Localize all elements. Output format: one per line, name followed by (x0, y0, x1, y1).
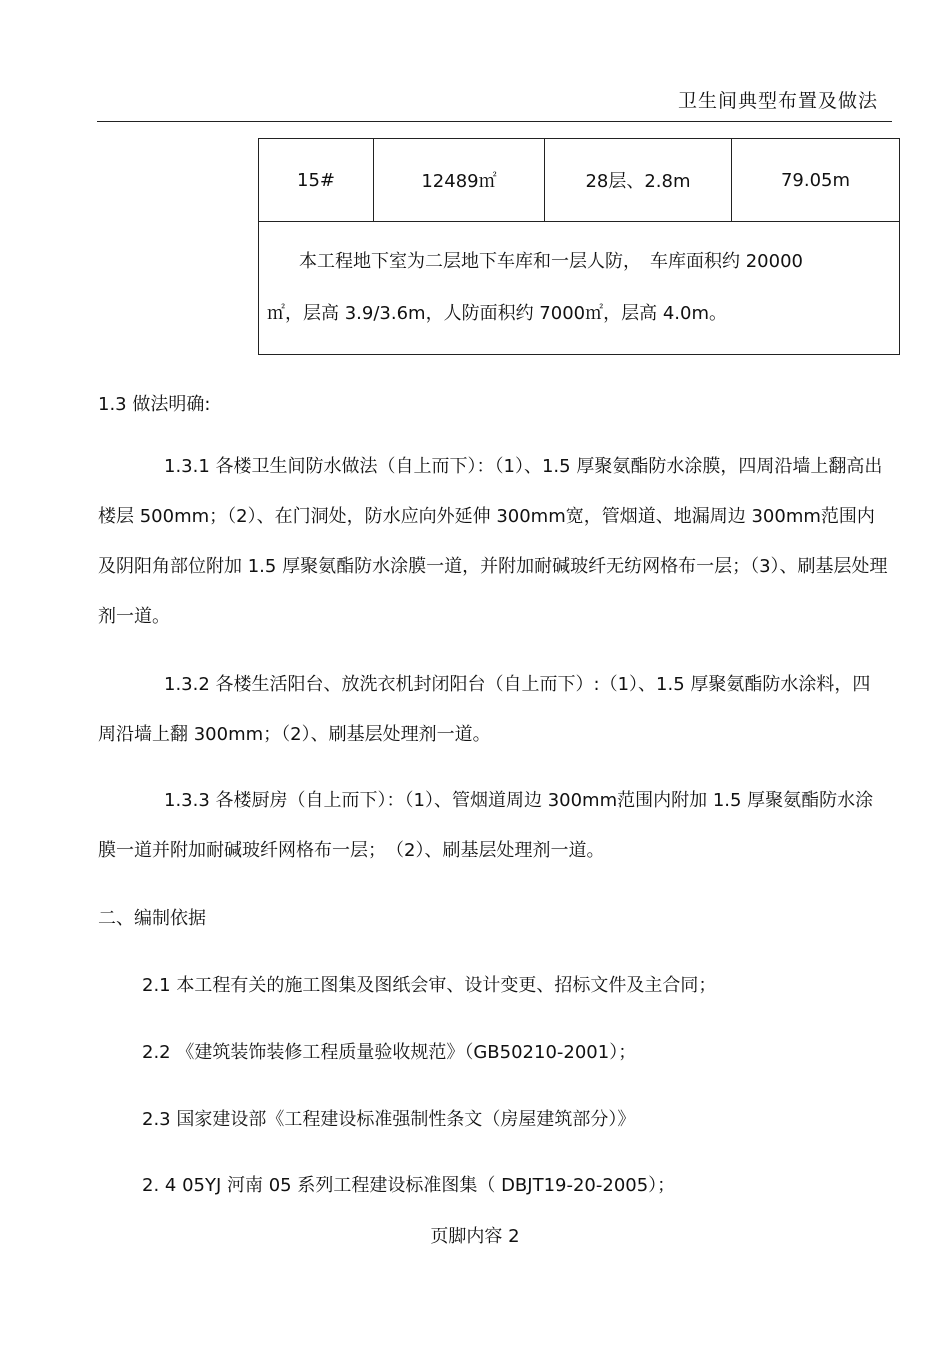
table-row (259, 139, 900, 222)
header-divider (97, 121, 892, 122)
section-1-3-heading: 1.3 做法明确: (98, 394, 211, 415)
table-row (259, 222, 900, 355)
table-cell-area: 12489㎡ (374, 139, 545, 222)
page-footer: 页脚内容 2 (430, 1226, 520, 1247)
table-note-line-1: 本工程地下室为二层地下车库和一层人防， 车库面积约 20000 (299, 251, 803, 272)
table-note-cell (259, 222, 900, 355)
table-cell-floors: 28层、2.8m (545, 139, 732, 222)
paragraph-1-3-2-text: 1.3.2 各楼生活阳台、放洗衣机封闭阳台（自上而下）:（1）、1.5 厚聚氨酯防水涂料，四周沿墙上翻 300mm；（2）、刷基层处理剂一道。 (98, 674, 871, 745)
paragraph-1-3-3 (98, 776, 888, 876)
item-2-3: 2.3 国家建设部《工程建设标准强制性条文（房屋建筑部分）》 (142, 1109, 636, 1130)
table-cell-building: 15# (259, 139, 374, 222)
page-header-title: 卫生间典型布置及做法 (677, 90, 878, 112)
item-2-1: 2.1 本工程有关的施工图集及图纸会审、设计变更、招标文件及主合同； (142, 975, 717, 996)
item-2-2: 2.2 《建筑装饰装修工程质量验收规范》（GB50210-2001）； (142, 1042, 637, 1063)
paragraph-1-3-1-text: 1.3.1 各楼卫生间防水做法（自上而下）：（1）、1.5 厚聚氨酯防水涂膜，四周沿墙上翻高出楼层 500mm；（2）、在门洞处，防水应向外延伸 300mm宽，管烟道、地漏周边 300mm范围内及阴阳角部位附加 1.5 厚聚氨酯防水涂膜一道，并附加耐碱玻纤无纺网格布一层；（3）、刷基层处理剂一道。 (98, 456, 888, 627)
section-2-heading: 二、编制依据 (98, 908, 206, 929)
table-cell-height: 79.05m (732, 139, 900, 222)
paragraph-1-3-3-text: 1.3.3 各楼厨房（自上而下）：（1）、管烟道周边 300mm范围内附加 1.5 厚聚氨酯防水涂膜一道并附加耐碱玻纤网格布一层； （2）、刷基层处理剂一道。 (98, 790, 874, 861)
table-note-line-2: ㎡，层高 3.9/3.6m，人防面积约 7000㎡，层高 4.0m。 (267, 303, 727, 324)
project-info-table (258, 138, 900, 355)
paragraph-1-3-2 (98, 660, 888, 760)
item-2-4: 2. 4 05YJ 河南 05 系列工程建设标准图集（ DBJT19-20-2005）； (142, 1175, 676, 1196)
paragraph-1-3-1 (98, 442, 888, 642)
